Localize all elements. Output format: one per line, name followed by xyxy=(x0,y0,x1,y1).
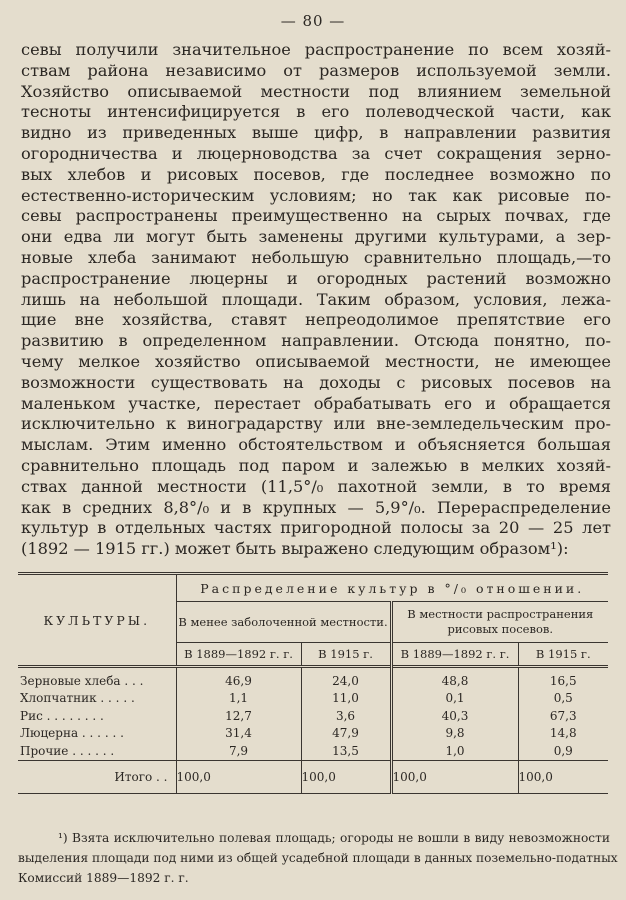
table-row xyxy=(18,672,608,690)
text-line: лишь на небольшой площади. Таким образом, условия, лежа- xyxy=(21,289,611,309)
footnote-line: выделения площади под ними из общей усадебной площади в данных поземельно-податных xyxy=(18,851,618,865)
cell-value: 14,8 xyxy=(518,725,608,743)
footnote-line: ¹) Взята исключительно полевая площадь; огороды не вошли в виду невозможности xyxy=(58,831,610,845)
total-label: Итого . . xyxy=(18,760,176,793)
text-line: культур в отдельных частях пригородной полосы за 20 — 25 лет xyxy=(21,518,611,538)
text-line: ствам района независимо от размеров используемой земли. xyxy=(21,60,611,80)
text-line: видно из приведенных выше цифр, в направлении развития xyxy=(21,123,611,143)
cell-value: 40,3 xyxy=(391,707,518,725)
cell-value: 9,8 xyxy=(391,725,518,743)
text-line: Хозяйство описываемой местности под влиянием земельной xyxy=(21,81,611,101)
year-header: В 1915 г. xyxy=(518,643,608,667)
text-line: как в средних 8,8°/₀ и в крупных — 5,9°/₀. Перераспределение xyxy=(21,497,611,517)
cell-value: 100,0 xyxy=(301,760,391,793)
cell-value: 16,5 xyxy=(518,672,608,690)
group-header-rice-area: В местности распространения рисовых посевов. xyxy=(391,602,608,643)
cell-value: 1,1 xyxy=(228,691,249,706)
text-line: ствах данной местности (11,5°/₀ пахотной земли, в то время xyxy=(21,476,611,496)
cell-value: 31,4 xyxy=(225,726,252,741)
footnote-line: Комиссий 1889—1892 г. г. xyxy=(18,871,189,885)
cell-value: 48,8 xyxy=(391,672,518,690)
cell-value: 0,9 xyxy=(518,742,608,760)
cell-value: 100,0 xyxy=(391,760,518,793)
text-line: распространение люцерны и огородных растений возможно xyxy=(21,268,611,288)
text-line: севы распространены преимущественно на сырых почвах, где xyxy=(21,206,611,226)
distribution-header: Распределение культур в °/₀ отношении. xyxy=(176,575,608,602)
row-label: Прочие . . . . . . xyxy=(18,742,176,760)
text-line: исключительно к виноградарству или вне-земледельческим про- xyxy=(21,414,611,434)
total-row xyxy=(18,760,608,793)
text-line: щие вне хозяйства, ставят непреодолимое препятствие его xyxy=(21,310,611,330)
text-line: вых хлебов и рисовых посевов, где последнее возможно по xyxy=(21,164,611,184)
text-line: маленьком участке, перестает обрабатывать его и обращается xyxy=(21,393,611,413)
text-line: огородничества и люцерноводства за счет сокращения зерно- xyxy=(21,143,611,163)
cell-value: 3,6 xyxy=(301,707,391,725)
row-label: Люцерна . . . . . . xyxy=(18,725,176,743)
text-line: мыслам. Этим именно обстоятельством и объясняется большая xyxy=(21,435,611,455)
text-line: (1892 — 1915 гг.) может быть выражено следующим образом¹): xyxy=(21,539,569,559)
text-line: тесноты интенсифицируется в его полеводческой части, как xyxy=(21,102,611,122)
group-header-less-swampy: В менее заболоченной местности. xyxy=(176,602,391,643)
text-line: новые хлеба занимают небольшую сравнительно площадь,—то xyxy=(21,247,611,267)
cell-value: 46,9 xyxy=(225,673,252,688)
cell-value: 13,5 xyxy=(301,742,391,760)
cell-value: 12,7 xyxy=(225,708,252,723)
cell-value: 100,0 xyxy=(518,760,608,793)
crop-distribution-table xyxy=(18,572,608,794)
cell-value: 11,0 xyxy=(301,690,391,708)
row-label: Рис . . . . . . . . xyxy=(18,707,176,725)
cell-value: 1,0 xyxy=(391,742,518,760)
cell-value: 100,0 xyxy=(176,760,301,793)
text-line: севы получили значительное распространение по всем хозяй- xyxy=(21,40,611,59)
text-line: возможности существовать на доходы с рисовых посевов на xyxy=(21,372,611,392)
text-line: сравнительно площадь под паром и залежью в мелких хозяй- xyxy=(21,455,611,475)
cell-value: 7,9 xyxy=(228,743,249,758)
cell-value: 47,9 xyxy=(301,725,391,743)
cell-value: 24,0 xyxy=(301,672,391,690)
page-number: — 80 — xyxy=(280,12,346,30)
footnote xyxy=(18,828,618,888)
table-row xyxy=(18,725,608,743)
table-row xyxy=(18,690,608,708)
cell-value: 0,1 xyxy=(391,690,518,708)
crops-column-header: КУЛЬТУРЫ. xyxy=(18,575,176,667)
cell-value: 67,3 xyxy=(518,707,608,725)
text-line: развитию в определенном направлении. Отсюда понятно, по- xyxy=(21,331,611,351)
row-label: Зерновые хлеба . . . xyxy=(18,672,176,690)
cell-value: 0,5 xyxy=(518,690,608,708)
table-row xyxy=(18,742,608,760)
text-line: чему мелкое хозяйство описываемой местности, не имеющее xyxy=(21,351,611,371)
year-header: В 1889—1892 г. г. xyxy=(391,643,518,667)
year-header: В 1915 г. xyxy=(301,643,391,667)
text-line: они едва ли могут быть заменены другими культурами, а зер- xyxy=(21,227,611,247)
year-header: В 1889—1892 г. г. xyxy=(184,647,293,661)
text-line: естественно-историческим условиям; но так как рисовые по- xyxy=(21,185,611,205)
table-row xyxy=(18,707,608,725)
body-text xyxy=(21,40,611,560)
row-label: Хлопчатник . . . . . xyxy=(18,690,176,708)
